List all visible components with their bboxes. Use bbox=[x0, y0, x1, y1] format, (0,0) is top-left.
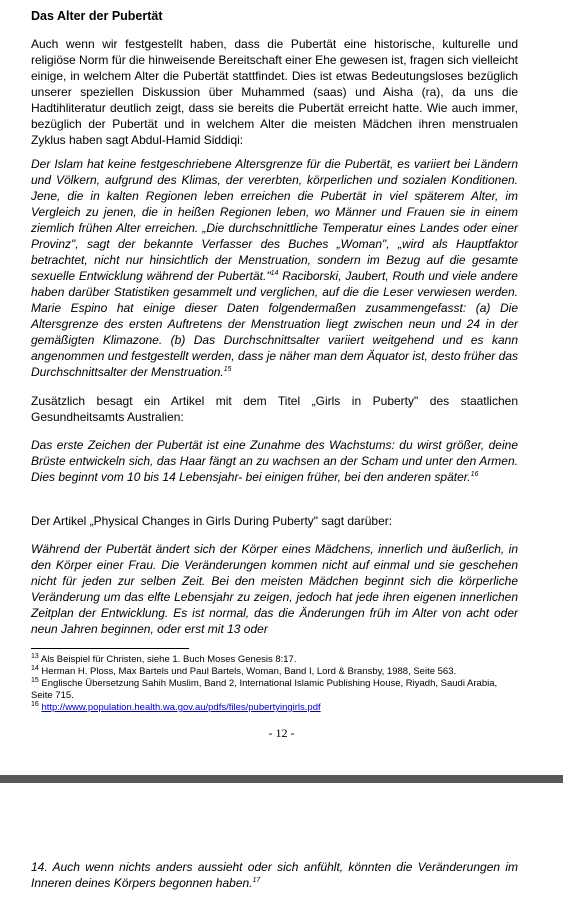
quote-physical-changes: Während der Pubertät ändert sich der Körper eines Mädchens, innerlich und äußerlich, in den Körper einer Frau. Die Veränderungen kommen nicht auf einmal und sie geschehen nicht für jeden zur selben Zeit. Bei den meisten Mädchen beginnt sich die körperliche Veränderung um das elfte Lebensjahr zu zeigen, jedoch hat jede ihren eigenen innerlichen Zeitplan der Entwicklung. Es ist normal, das die Änderungen früh im Alter von acht oder neun Jahren beginnen, oder erst mit 13 oder bbox=[31, 542, 518, 636]
quote-girls-in-puberty bbox=[31, 437, 518, 485]
quote-siddiqi bbox=[31, 156, 518, 380]
intro-paragraph: Auch wenn wir festgestellt haben, dass die Pubertät eine historische, kulturelle und religiöse Norm für die hinweisende Bereitschaft einer Ehe gewesen ist, fragen sich vielleicht einige, in welchem Alter die Pubertät stattfindet. Dies ist etwas Bedeutungsloses bezüglich unserer speziellen Diskussion über Muhammed (saas) und Aisha (ra), da uns die Hadtihliteratur deutlich zeigt, dass sie bereits die Pubertät erreicht hatte. Wie auch immer, bezüglich der Pubertät und in welchem Alter die meisten Mädchen ihren menstrualen Zyklus haben sagt Abdul-Hamid Siddiqi: bbox=[31, 37, 518, 147]
footnote-15 bbox=[31, 678, 518, 702]
quote-girls-in-puberty-text: Das erste Zeichen der Pubertät ist eine Zunahme des Wachstums: du wirst größer, deine Brüste entwickeln sich, das Haar fängt an zu wachsen an der Scham und unter den Armen. Dies beginnt vom 10 bis 14 Lebensjahr- bei einigen früher, bei den anderen später. bbox=[31, 438, 518, 484]
footnote-text: Als Beispiel für Christen, siehe 1. Buch Moses Genesis 8:17. bbox=[38, 654, 297, 665]
footnote-text: Herman H. Ploss, Max Bartels und Paul Bartels, Woman, Band I, Lord & Bransby, 1988, Seite 563. bbox=[38, 666, 457, 677]
footnote-link[interactable]: http://www.population.health.wa.gov.au/pdfs/files/pubertyingirls.pdf bbox=[41, 702, 321, 713]
footnote-separator bbox=[31, 648, 189, 649]
footnote-number: 14 bbox=[31, 664, 39, 672]
footnote-14 bbox=[31, 666, 518, 678]
footnote-number: 16 bbox=[31, 700, 39, 708]
next-page-paragraph bbox=[31, 859, 518, 891]
physical-changes-intro: Der Artikel „Physical Changes in Girls During Puberty" sagt darüber: bbox=[31, 514, 393, 528]
footnote-number: 15 bbox=[31, 676, 39, 684]
footnote-text: Englische Übersetzung Sahih Muslim, Band 2, International Islamic Publishing House, Riyadh, Saudi Arabia, Seite 715. bbox=[31, 678, 498, 701]
page-number: - 12 - bbox=[268, 726, 295, 740]
page-break-bar bbox=[0, 775, 563, 783]
footnote-13 bbox=[31, 654, 518, 666]
footnote-16 bbox=[31, 702, 518, 714]
section-heading: Das Alter der Pubertät bbox=[31, 9, 163, 23]
quote-siddiqi-part1: Der Islam hat keine festgeschriebene Altersgrenze für die Pubertät, es variiert bei Ländern und Völkern, aufgrund des Klimas, der vererbten, körperlichen und sozialen Konditionen. Jene, die in kalten Regionen leben erreichen die Pubertät in viel späterem Alter, im Vergleich zu jenen, die in heißen Regionen leben, wo Männer und Frauen sie in einem ziemlich frühen Alter erreichen. „Die durchschnittliche Temperatur eines Landes oder einer Provinz", sagt der bekannte Verfasser des Buches „Woman", „wird als Hauptfaktor betrachtet, nicht nur hinsichtlich der Menstruation, sondern im Bezug auf die gesamte sexuelle Entwicklung während der Pubertät." bbox=[31, 157, 518, 283]
footnote-number: 13 bbox=[31, 652, 39, 660]
next-page-text: 14. Auch wenn nichts anders aussieht oder sich anfühlt, könnten die Veränderungen im Inneren deines Körpers begonnen haben. bbox=[31, 860, 518, 890]
footnote-ref-15[interactable]: 15 bbox=[223, 366, 232, 373]
quote-siddiqi-part2: Raciborski, Jaubert, Routh und viele andere haben darüber Statistiken gesammelt und verglichen, auf die die Leser verwiesen werden. Marie Espino hat einige dieser Daten folgendermaßen zusammengefasst: (a) Die Altersgrenze des ersten Auftretens der Menstruation liegt zwischen neun und 24 in der gemäßigten Klimazone. (b) Das Durchschnittsalter variiert weitgehend und es kann angenommen und festgestellt werden, dass je näher man dem Äquator ist, desto früher das Durchschnittsalter der Menstruation. bbox=[31, 269, 518, 379]
footnote-ref-17[interactable]: 17 bbox=[252, 877, 261, 884]
footnote-ref-14[interactable]: 14 bbox=[270, 270, 279, 277]
footnote-ref-16[interactable]: 16 bbox=[470, 471, 479, 478]
article-intro-paragraph: Zusätzlich besagt ein Artikel mit dem Titel „Girls in Puberty" des staatlichen Gesundheitsamts Australien: bbox=[31, 394, 518, 424]
footnotes bbox=[31, 654, 518, 714]
